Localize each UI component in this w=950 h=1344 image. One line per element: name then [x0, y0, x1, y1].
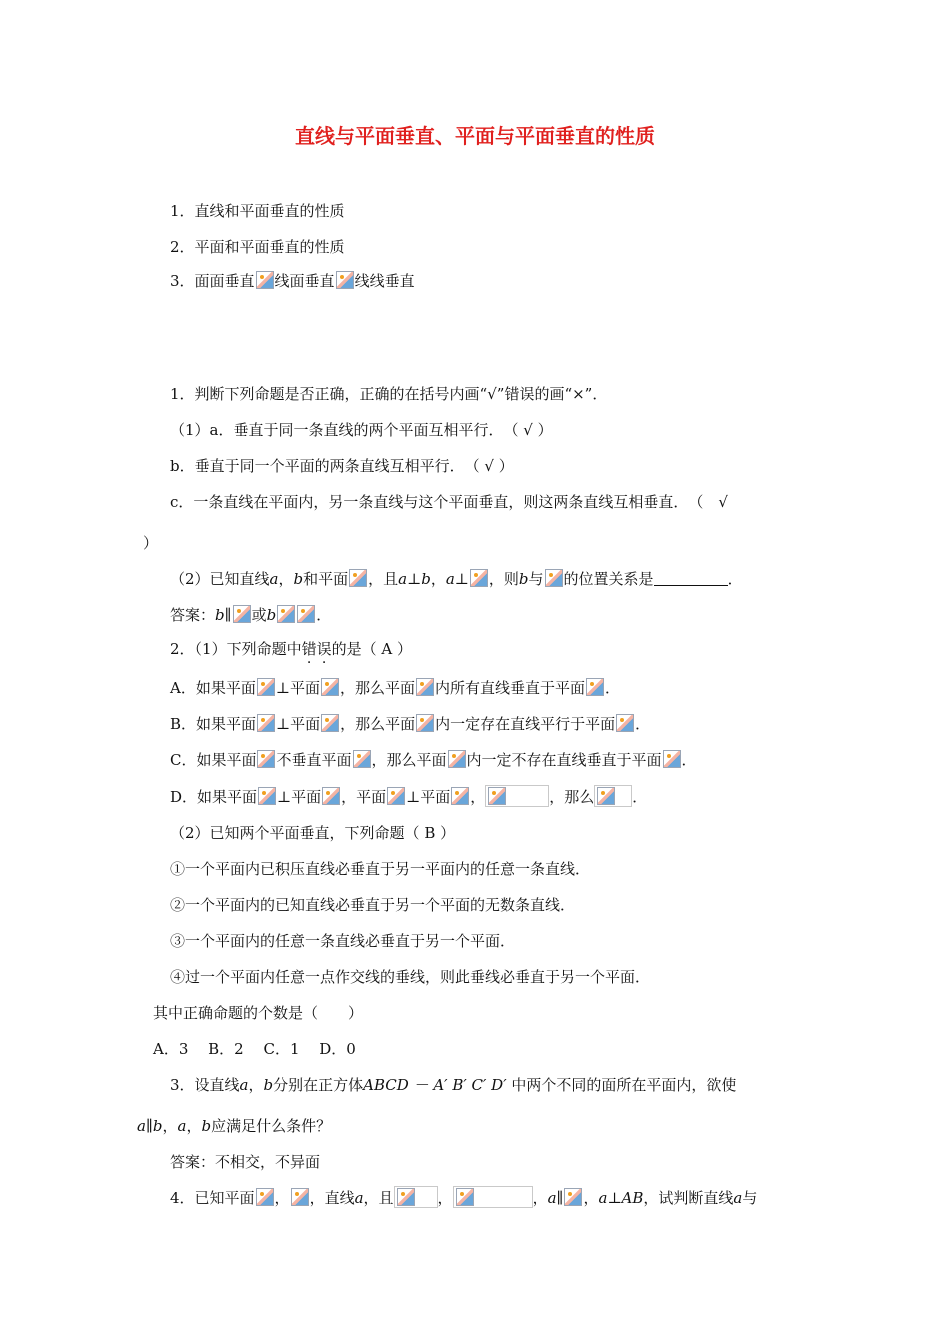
image-placeholder-icon: [397, 1188, 415, 1206]
answer-blank[interactable]: [654, 569, 728, 586]
q2-stem: [170, 638, 412, 660]
image-placeholder-icon: [448, 750, 466, 768]
point-3: [170, 270, 415, 292]
image-placeholder-icon: [291, 1188, 309, 1206]
text-fragment: ABCD － A′ B′ C′ D′: [363, 1076, 507, 1094]
q1-c: c．一条直线在平面内，另一条直线与这个平面垂直，则这两条直线互相垂直． （ √: [170, 493, 728, 511]
image-placeholder-icon: [564, 1188, 582, 1206]
image-frame: [485, 785, 549, 807]
text-fragment: ⊥: [607, 1189, 622, 1207]
image-placeholder-icon: [387, 787, 405, 805]
image-placeholder-icon: [597, 787, 615, 805]
text-fragment: ，: [162, 1117, 178, 1135]
text-fragment: 的位置关系是: [563, 570, 654, 588]
text-fragment: 内一定不存在直线垂直于平面: [466, 751, 662, 769]
point-2: 2．平面和平面垂直的性质: [170, 238, 345, 256]
text-fragment: A．如果平面: [170, 679, 256, 697]
text-fragment: a: [269, 570, 279, 588]
text-fragment: ．: [316, 606, 332, 624]
text-fragment: ，: [470, 788, 486, 806]
text-fragment: b: [518, 570, 529, 588]
q1-c-end: ）: [143, 534, 159, 552]
text-fragment: ，则: [488, 570, 519, 588]
image-placeholder-icon: [586, 678, 604, 696]
text-fragment: a: [177, 1117, 187, 1135]
text-fragment: a: [598, 1189, 608, 1207]
text-fragment: ⊥: [407, 570, 422, 588]
text-fragment: 的是（ A ）: [331, 640, 412, 658]
image-placeholder-icon: [321, 678, 339, 696]
q3-stem: [170, 1074, 736, 1096]
text-fragment: ．: [604, 679, 620, 697]
text-fragment: 4．已知平面: [170, 1189, 255, 1207]
image-placeholder-icon: [416, 714, 434, 732]
text-fragment: a: [354, 1189, 364, 1207]
image-placeholder-icon: [353, 750, 371, 768]
text-fragment: a: [547, 1189, 557, 1207]
image-placeholder-icon: [277, 605, 295, 623]
text-fragment: ⊥: [454, 570, 469, 588]
text-fragment: ，那么: [549, 788, 595, 806]
image-placeholder-icon: [451, 787, 469, 805]
text-fragment: 分别在正方体: [273, 1076, 364, 1094]
text-fragment: 与: [742, 1189, 758, 1207]
text-fragment: ，: [532, 1189, 548, 1207]
text-fragment: ，那么平面: [339, 679, 415, 697]
point-3-part3: 线线垂直: [354, 272, 415, 290]
q3-answer: 答案：不相交，不异面: [170, 1153, 321, 1171]
emphasis-char: 错: [301, 640, 317, 658]
text-fragment: ，: [583, 1189, 599, 1207]
image-placeholder-icon: [257, 678, 275, 696]
text-fragment: 不垂直平面: [276, 751, 352, 769]
text-fragment: ．: [632, 788, 648, 806]
text-fragment: 中两个不同的面所在平面内，欲使: [506, 1076, 737, 1094]
text-fragment: a: [137, 1117, 146, 1135]
text-fragment: 答案：: [170, 606, 216, 624]
image-placeholder-icon: [336, 271, 354, 289]
q2-item-3: ③一个平面内的任意一条直线必垂直于另一个平面．: [170, 932, 516, 950]
image-placeholder-icon: [416, 678, 434, 696]
text-fragment: 应满足什么条件？: [211, 1117, 332, 1135]
text-fragment: 内一定存在直线平行于平面: [435, 715, 616, 733]
text-fragment: ∥: [556, 1189, 564, 1207]
point-3-part1: 3．面面垂直: [170, 272, 255, 290]
text-fragment: 与: [528, 570, 544, 588]
q2-option-a: [170, 677, 620, 699]
image-placeholder-icon: [349, 569, 367, 587]
text-fragment: ．: [681, 751, 697, 769]
image-placeholder-icon: [470, 569, 488, 587]
text-fragment: ，: [430, 570, 446, 588]
image-placeholder-icon: [663, 750, 681, 768]
text-fragment: ，且: [363, 1189, 394, 1207]
page-title: 直线与平面垂直、平面与平面垂直的性质: [295, 124, 655, 148]
text-fragment: AB: [621, 1189, 644, 1207]
text-fragment: ⊥平面: [276, 715, 321, 733]
text-fragment: ，: [274, 1189, 290, 1207]
text-fragment: 和平面: [303, 570, 349, 588]
text-fragment: 2．（1）下列命题中: [170, 640, 302, 658]
q3-stem-cont: [137, 1115, 331, 1137]
text-fragment: 或: [251, 606, 267, 624]
text-fragment: ，: [437, 1189, 453, 1207]
image-placeholder-icon: [321, 714, 339, 732]
image-placeholder-icon: [322, 787, 340, 805]
image-placeholder-icon: [488, 787, 506, 805]
text-fragment: b: [215, 606, 225, 624]
image-placeholder-icon: [297, 605, 315, 623]
q1-b: b．垂直于同一个平面的两条直线互相平行． （ √ ）: [170, 457, 514, 475]
q4-stem: [170, 1186, 757, 1209]
text-fragment: ，: [186, 1117, 202, 1135]
text-fragment: D．如果平面: [170, 788, 258, 806]
q2-count-question: 其中正确命题的个数是（ ）: [153, 1004, 364, 1022]
point-1: 1．直线和平面垂直的性质: [170, 202, 345, 220]
text-fragment: ．: [727, 570, 743, 588]
image-frame: [594, 785, 632, 807]
text-fragment: （2）已知直线: [170, 570, 270, 588]
image-placeholder-icon: [456, 1188, 474, 1206]
q1-answer: [170, 604, 331, 626]
text-fragment: b: [421, 570, 431, 588]
point-3-part2: 线面垂直: [274, 272, 335, 290]
text-fragment: ⊥平面: [275, 679, 320, 697]
text-fragment: ，直线: [309, 1189, 355, 1207]
text-fragment: a: [733, 1189, 743, 1207]
text-fragment: ，平面: [341, 788, 387, 806]
text-fragment: ，那么平面: [371, 751, 447, 769]
text-fragment: ，: [278, 570, 294, 588]
text-fragment: ，且: [368, 570, 399, 588]
text-fragment: ．: [635, 715, 651, 733]
text-fragment: ，试判断直线: [643, 1189, 734, 1207]
image-placeholder-icon: [257, 750, 275, 768]
image-placeholder-icon: [256, 271, 274, 289]
emphasis-char: 误: [316, 640, 332, 658]
image-placeholder-icon: [256, 1188, 274, 1206]
image-placeholder-icon: [258, 787, 276, 805]
q2-item-1: ①一个平面内已积压直线必垂直于另一平面内的任意一条直线．: [170, 860, 591, 878]
text-fragment: B．如果平面: [170, 715, 257, 733]
text-fragment: ∥: [145, 1117, 153, 1135]
text-fragment: ∥: [224, 606, 232, 624]
text-fragment: C．如果平面: [170, 751, 257, 769]
text-fragment: 内所有直线垂直于平面: [434, 679, 585, 697]
text-fragment: b: [152, 1117, 163, 1135]
text-fragment: ⊥平面: [406, 788, 451, 806]
q1-a: （1）a．垂直于同一条直线的两个平面互相平行． （ √ ）: [170, 421, 553, 439]
q2-item-4: ④过一个平面内任意一点作交线的垂线，则此垂线必垂直于另一个平面．: [170, 968, 651, 986]
text-fragment: b: [263, 1076, 274, 1094]
image-frame: [394, 1186, 438, 1208]
text-fragment: a: [398, 570, 408, 588]
q2-option-c: [170, 749, 697, 771]
text-fragment: 3．设直线: [170, 1076, 240, 1094]
text-fragment: ⊥平面: [277, 788, 322, 806]
text-fragment: b: [293, 570, 304, 588]
q2-option-d: [170, 785, 647, 808]
q2-item-2: ②一个平面内的已知直线必垂直于另一个平面的无数条直线．: [170, 896, 576, 914]
q1-stem: 1．判断下列命题是否正确，正确的在括号内画“√”错误的画“×”．: [170, 385, 608, 403]
image-placeholder-icon: [233, 605, 251, 623]
image-placeholder-icon: [257, 714, 275, 732]
text-fragment: a: [239, 1076, 249, 1094]
text-fragment: ，: [248, 1076, 264, 1094]
text-fragment: ，那么平面: [340, 715, 416, 733]
q2-options: A．3 B．2 C．1 D．0: [153, 1040, 356, 1058]
text-fragment: b: [201, 1117, 212, 1135]
q2-part2: （2）已知两个平面垂直，下列命题（ B ）: [170, 824, 456, 842]
text-fragment: a: [445, 570, 455, 588]
q2-option-b: [170, 713, 650, 735]
q1-part2: [170, 568, 743, 590]
image-placeholder-icon: [616, 714, 634, 732]
image-frame: [453, 1186, 533, 1208]
image-placeholder-icon: [545, 569, 563, 587]
text-fragment: b: [266, 606, 277, 624]
